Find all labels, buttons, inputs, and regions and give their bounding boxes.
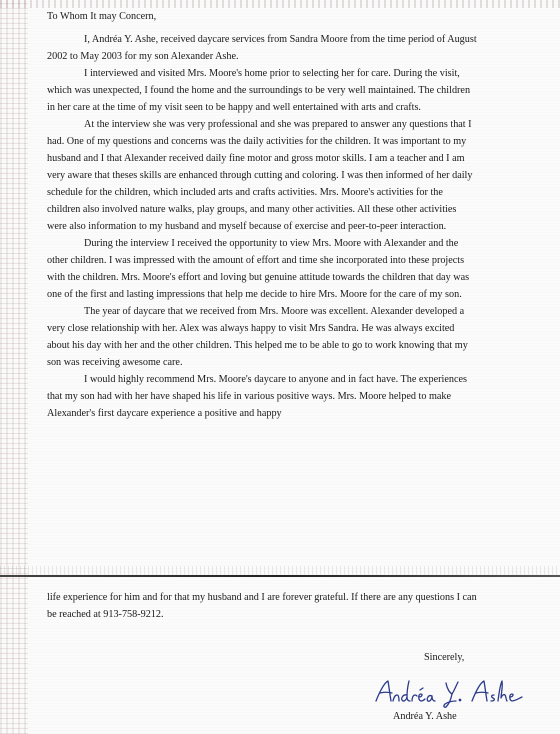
paragraph-3: At the interview she was very professional and she was prepared to answer any questions that I had. One of my questions and concerns was the daily activities for the children. It was important to my husband and I that Alexander received daily fine motor and gross motor skills. I am a teacher and I am very aware that theses skills are enhanced through cutting and coloring. I was then informed of her daily schedule for the children, which included arts and crafts activities. Mrs. Moore's activities for the children also involved nature walks, play groups, and many other activities. All these other activities were also information to my husband and myself because of exercise and peer-to-peer interaction. (47, 119, 473, 232)
closing: Sincerely, (424, 652, 465, 663)
paragraph-1: I, Andréa Y. Ashe, received daycare services from Sandra Moore from the time period of August 2002 to May 2003 for my son Alexander Ashe. (47, 34, 477, 62)
printed-name: Andréa Y. Ashe (393, 711, 457, 722)
page-fold-line (0, 575, 560, 577)
letter-body (47, 8, 477, 422)
handwritten-signature (372, 673, 542, 709)
paragraph-5: The year of daycare that we received from Mrs. Moore was excellent. Alexander developed a very close relationship with her. Alex was always happy to visit Mrs Sandra. He was always excited about his day with her and the other children. This helped me to be able to go to work knowing that my son was receiving awesome care. (47, 306, 468, 368)
paragraph-6-continued: life experience for him and for that my husband and I are forever grateful. If there are any questions I can be reached at 913-758-9212. (47, 592, 477, 620)
salutation: To Whom It may Concern, (47, 11, 157, 22)
scan-artifact-top (0, 0, 560, 8)
paragraph-4: During the interview I received the opportunity to view Mrs. Moore with Alexander and the other children. I was impressed with the amount of effort and time she incorporated into these projects with the children. Mrs. Moore's effort and loving but genuine attitude towards the children that day was one of the first and lasting impressions that help me decide to hire Mrs. Moore for the care of my son. (47, 238, 470, 300)
scan-artifact-left (0, 0, 28, 734)
paragraph-2: I interviewed and visited Mrs. Moore's home prior to selecting her for care. During the visit, which was unexpected, I found the home and the surroundings to be very well maintained. The children in her care at the time of my visit seen to be happy and well entertained with arts and crafts. (47, 68, 471, 113)
letter-body-continued (47, 589, 477, 623)
paragraph-6: I would highly recommend Mrs. Moore's daycare to anyone and in fact have. The experiences that my son had with her have shaped his life in various positive ways. Mrs. Moore helped to make Alexander's first daycare experience a positive and happy (47, 374, 467, 419)
